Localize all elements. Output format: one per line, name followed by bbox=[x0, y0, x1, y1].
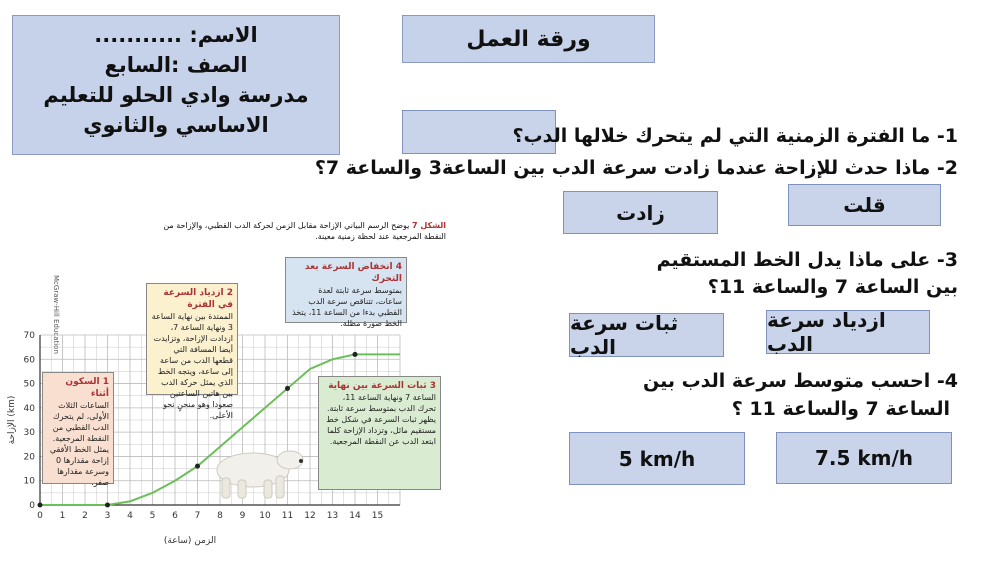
q3-answer-a[interactable]: ازدياد سرعة الدب bbox=[766, 310, 930, 354]
question-3-line-1: 3- على ماذا يدل الخط المستقيم bbox=[656, 249, 958, 271]
x-axis-label: الزمن (ساعة) bbox=[163, 536, 217, 546]
title-box bbox=[402, 15, 655, 63]
question-1: 1- ما الفترة الزمنية التي لم يتحرك خلالها الدب؟ bbox=[512, 125, 958, 147]
polar-bear-image bbox=[208, 442, 308, 502]
data-point bbox=[195, 464, 200, 469]
callout-increasing-speed-text: الممتدة بين نهاية الساعة 3 ونهاية الساعة 7، ازدادت الإزاحة، وتزايدت أيضا المسافة التي قطعها الدب من ساعة إلى ساعة، ويتجه الخط الذي يمثل حركة الدب بين هاتين الساعتين صعودا وهو منحنٍ نحو الأعلى. bbox=[151, 312, 233, 420]
x-tick-label: 11 bbox=[281, 511, 294, 521]
page-title: ورقة العمل bbox=[466, 26, 591, 52]
callout-constant-speed-title: 3 ثبات السرعة بين نهاية bbox=[328, 381, 436, 391]
callout-increasing-speed-title: 2 ازدياد السرعة في الفترة bbox=[163, 288, 233, 310]
name-label: الاسم: ........... bbox=[94, 23, 258, 47]
q4-answer-a[interactable]: 7.5 km/h bbox=[776, 432, 952, 484]
x-tick-label: 12 bbox=[304, 511, 316, 521]
y-tick-label: 50 bbox=[23, 379, 35, 390]
publisher-credit: McGraw-Hill Education bbox=[52, 275, 60, 354]
data-point bbox=[38, 503, 43, 508]
x-tick-label: 2 bbox=[82, 511, 88, 521]
callout-decreasing-speed bbox=[285, 257, 407, 328]
y-tick-label: 60 bbox=[23, 355, 35, 366]
x-tick-label: 5 bbox=[149, 511, 156, 521]
q2-answer-b[interactable]: زادت bbox=[563, 191, 718, 234]
y-axis-label: الإزاحة (km) bbox=[7, 395, 17, 445]
x-tick-label: 0 bbox=[37, 511, 43, 521]
callout-rest bbox=[42, 372, 114, 487]
x-tick-label: 13 bbox=[326, 511, 339, 521]
y-tick-label: 0 bbox=[29, 501, 35, 511]
callout-increasing-speed bbox=[146, 283, 238, 420]
q2-answer-a[interactable]: قلت bbox=[788, 184, 941, 226]
q4-answer-b[interactable]: 5 km/h bbox=[569, 432, 745, 485]
question-2: 2- ماذا حدث للإزاحة عندما زادت سرعة الدب بين الساعة3 والساعة 7؟ bbox=[314, 157, 958, 179]
x-tick-label: 14 bbox=[349, 511, 361, 521]
data-point bbox=[105, 503, 110, 508]
data-point bbox=[353, 352, 358, 357]
question-4-line-2: الساعة 7 والساعة 11 ؟ bbox=[731, 398, 950, 420]
x-tick-label: 8 bbox=[217, 511, 223, 521]
x-tick-label: 9 bbox=[239, 511, 246, 521]
callout-decreasing-speed-title: 4 انخفاض السرعة بعد التحرك bbox=[304, 262, 402, 284]
x-tick-label: 6 bbox=[172, 511, 178, 521]
y-tick-label: 40 bbox=[23, 403, 35, 414]
callout-decreasing-speed-text: بمتوسط سرعة ثابتة لعدة ساعات، تتناقص سرعة الدب القطبي بدءا من الساعة 11، يتخذ الخط صورة مظلة. bbox=[292, 286, 402, 328]
grade-label: الصف :السابع bbox=[104, 53, 248, 77]
student-info bbox=[12, 20, 340, 140]
callout-constant-speed bbox=[318, 376, 441, 490]
question-3-line-2: بين الساعة 7 والساعة 11؟ bbox=[707, 276, 958, 298]
x-tick-label: 10 bbox=[259, 511, 271, 521]
question-4-line-1: 4- احسب متوسط سرعة الدب بين bbox=[642, 370, 958, 392]
x-tick-label: 3 bbox=[104, 511, 111, 521]
callout-rest-text: الساعات الثلاث الأولى، لم يتحرك الدب القطبي من النقطة المرجعية. يمثل الخط الأفقي إزاحة مقدارها 0 وسرعة مقدارها صفر. bbox=[49, 401, 109, 487]
school-line-1: مدرسة وادي الحلو للتعليم bbox=[43, 83, 309, 107]
y-tick-label: 10 bbox=[23, 476, 35, 487]
x-tick-label: 4 bbox=[127, 511, 133, 521]
q3-answer-b[interactable]: ثبات سرعة الدب bbox=[569, 313, 724, 357]
school-line-2: الاساسي والثانوي bbox=[83, 113, 269, 137]
y-tick-label: 30 bbox=[23, 428, 35, 439]
y-tick-label: 20 bbox=[23, 452, 35, 463]
x-tick-label: 15 bbox=[371, 511, 384, 521]
callout-rest-title: 1 السكون أثناء bbox=[65, 377, 109, 399]
x-tick-label: 1 bbox=[59, 511, 66, 521]
figure-caption-text: يوضح الرسم البياني الإزاحة مقابل الزمن لحركة الدب القطبي، والإزاحة من النقطة المرجعية عند لحظة زمنية معينة. bbox=[163, 221, 446, 241]
figure-caption-title: الشكل 7 bbox=[411, 221, 446, 230]
x-tick-label: 7 bbox=[194, 511, 201, 521]
callout-constant-speed-text: الساعة 7 ونهاية الساعة 11، تحرك الدب بمتوسط سرعة ثابتة. يظهر ثبات السرعة في شكل خط مستقيم مائل، وتزداد الإزاحة كلما ابتعد الدب عن النقطة المرجعية. bbox=[326, 393, 436, 446]
data-point bbox=[285, 386, 290, 391]
y-tick-label: 70 bbox=[23, 331, 35, 341]
